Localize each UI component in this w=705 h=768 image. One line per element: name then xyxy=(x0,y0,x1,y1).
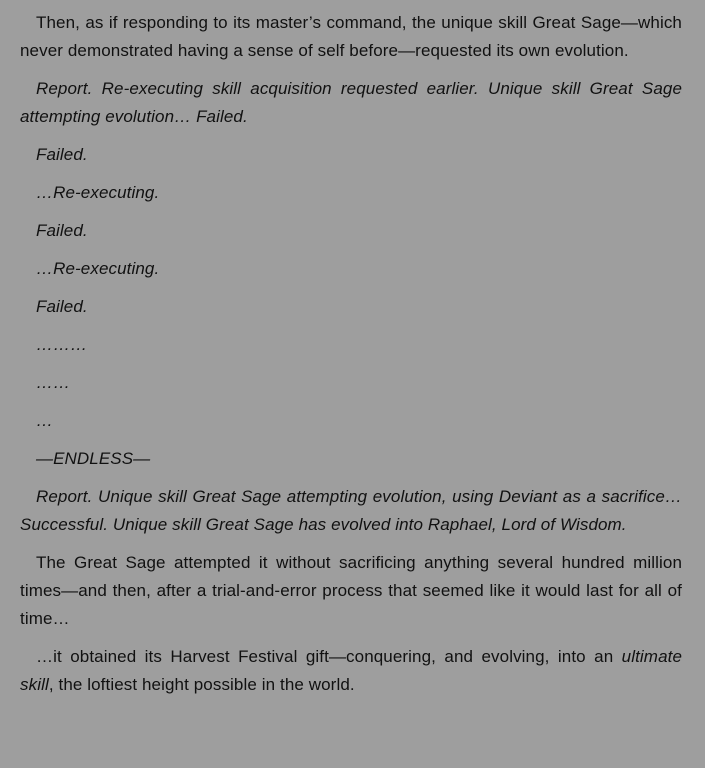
report-first-attempt: Report. Re-executing skill acquisition requested earlier. Unique skill Great Sage attempting evolution… Failed. xyxy=(20,79,682,126)
harvest-text-before: …it obtained its Harvest Festival gift—conquering, and evolving, into an xyxy=(36,647,622,666)
harvest-text-after: , the loftiest height possible in the world. xyxy=(48,675,355,694)
reexecuting-line: …Re-executing. xyxy=(36,259,160,278)
failed-line: Failed. xyxy=(36,221,88,240)
ultimate-skill-emphasis: ultimate skill xyxy=(20,647,682,694)
ellipsis-line: … xyxy=(36,411,54,430)
paragraph-harvest-festival xyxy=(20,643,682,699)
report-evolution-success: Report. Unique skill Great Sage attempting evolution, using Deviant as a sacrifice… Successful. Unique skill Great Sage has evolved into Raphael, Lord of Wisdom. xyxy=(20,487,682,534)
failed-line: Failed. xyxy=(36,297,88,316)
failed-line: Failed. xyxy=(36,145,88,164)
reexecuting-line: …Re-executing. xyxy=(36,183,160,202)
ellipsis-line: ……… xyxy=(36,335,88,354)
paragraph-trial-and-error: The Great Sage attempted it without sacrificing anything several hundred million times—and then, after a trial-and-error process that seemed like it would last for all of time… xyxy=(20,553,682,628)
ellipsis-line: …… xyxy=(36,373,71,392)
endless-line: —ENDLESS— xyxy=(36,449,151,468)
paragraph-intro: Then, as if responding to its master’s command, the unique skill Great Sage—which never demonstrated having a sense of self before—requested its own evolution. xyxy=(20,13,682,60)
page-text xyxy=(20,9,682,709)
